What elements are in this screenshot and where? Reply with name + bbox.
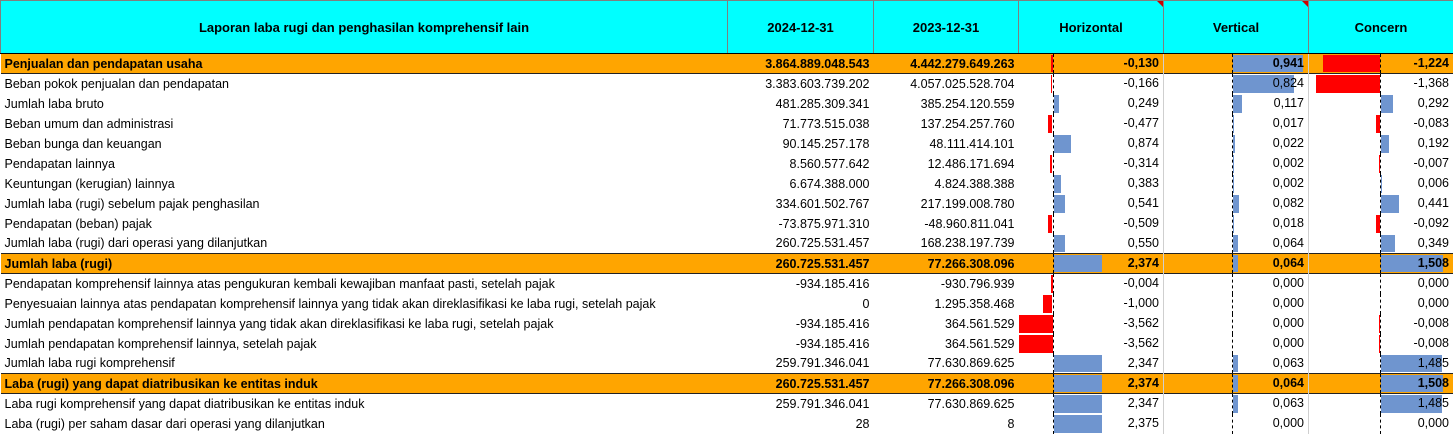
positive-bar: [1233, 115, 1234, 133]
concern-cell-value: 0,000: [1417, 276, 1449, 290]
header-horizontal[interactable]: [1019, 1, 1164, 54]
table-row: [1, 294, 1453, 314]
bar-axis: [1380, 334, 1381, 354]
value-2023[interactable]: 12.486.171.694: [927, 156, 1015, 171]
bar-axis: [1380, 214, 1381, 234]
row-label[interactable]: Jumlah pendapatan komprehensif lainnya yang tidak akan direklasifikasi ke laba rugi, setelah pajak: [4, 316, 554, 331]
concern-cell-value: -0,008: [1413, 315, 1449, 330]
horizontal-cell-value: -0,314: [1123, 155, 1159, 170]
table-row: [1, 174, 1453, 194]
concern-cell-value: 0,000: [1417, 415, 1449, 430]
negative-bar: [1051, 275, 1053, 293]
bar-axis: [1232, 294, 1233, 314]
concern-cell[interactable]: [1309, 254, 1453, 274]
positive-bar: [1233, 255, 1238, 272]
table-row: [1, 414, 1453, 434]
concern-cell[interactable]: [1309, 314, 1453, 334]
table-row: [1, 194, 1453, 214]
concern-cell-value: 1,485: [1417, 396, 1449, 410]
positive-bar: [1233, 195, 1239, 213]
vertical-cell[interactable]: [1164, 334, 1309, 354]
horizontal-cell[interactable]: [1019, 214, 1164, 234]
concern-cell[interactable]: [1309, 394, 1453, 414]
value-2023[interactable]: -48.960.811.041: [924, 216, 1015, 231]
concern-cell[interactable]: [1309, 194, 1453, 214]
value-2024[interactable]: 28: [855, 416, 870, 431]
value-2024[interactable]: 259.791.346.041: [775, 356, 870, 371]
row-label[interactable]: Jumlah pendapatan komprehensif lainnya, setelah pajak: [4, 336, 317, 351]
concern-cell-value: -0,007: [1413, 155, 1449, 170]
value-2024[interactable]: 334.601.502.767: [775, 196, 870, 211]
row-label[interactable]: Penjualan dan pendapatan usaha: [1, 54, 728, 74]
value-2024[interactable]: 6.674.388.000: [789, 176, 870, 191]
bar-axis: [1232, 414, 1233, 434]
comment-indicator-icon: [1302, 1, 1308, 7]
negative-bar: [1376, 215, 1380, 233]
row-label[interactable]: Laba rugi komprehensif yang dapat diatribusikan ke entitas induk: [4, 396, 365, 411]
horizontal-cell-value: -0,477: [1123, 115, 1159, 130]
concern-cell[interactable]: [1309, 234, 1453, 254]
vertical-cell-value: 0,000: [1272, 276, 1304, 290]
comment-indicator-icon: [1157, 1, 1163, 7]
concern-cell-value: -0,083: [1413, 115, 1449, 130]
value-2024[interactable]: 481.285.309.341: [775, 96, 870, 111]
positive-bar: [1233, 395, 1238, 413]
positive-bar: [1054, 395, 1102, 413]
horizontal-cell[interactable]: [1019, 234, 1164, 254]
vertical-cell-value: 0,064: [1272, 235, 1304, 250]
bar-axis: [1380, 114, 1381, 134]
concern-cell[interactable]: [1309, 174, 1453, 194]
negative-bar: [1379, 315, 1381, 333]
negative-bar: [1050, 155, 1053, 173]
bar-axis: [1053, 54, 1054, 73]
table-row: [1, 94, 1453, 114]
horizontal-cell[interactable]: [1019, 334, 1164, 354]
concern-cell[interactable]: [1309, 114, 1453, 134]
horizontal-cell-value: 2,347: [1127, 396, 1159, 410]
table-row: [1, 214, 1453, 234]
concern-cell-value: -1,224: [1413, 56, 1449, 70]
vertical-cell-value: 0,002: [1272, 175, 1304, 190]
vertical-cell[interactable]: [1164, 294, 1309, 314]
header-concern[interactable]: Concern: [1309, 1, 1453, 54]
positive-bar: [1381, 235, 1395, 253]
vertical-cell[interactable]: [1164, 174, 1309, 194]
bar-axis: [1053, 334, 1054, 354]
value-2023[interactable]: 1.295.358.468: [934, 296, 1015, 311]
positive-bar: [1054, 135, 1072, 153]
concern-cell-value: 1,508: [1417, 376, 1449, 390]
horizontal-cell-value: 0,550: [1127, 235, 1159, 250]
value-2023[interactable]: 4.442.279.649.263: [874, 54, 1019, 74]
vertical-cell-value: 0,064: [1272, 256, 1304, 270]
table-row: [1, 394, 1453, 414]
concern-cell-value: 0,192: [1417, 135, 1449, 150]
bar-axis: [1380, 274, 1381, 294]
vertical-cell[interactable]: [1164, 394, 1309, 414]
negative-bar: [1043, 295, 1053, 313]
table-row: [1, 54, 1453, 74]
horizontal-cell[interactable]: [1019, 114, 1164, 134]
table-row: [1, 154, 1453, 174]
bar-axis: [1053, 114, 1054, 134]
horizontal-cell-value: -0,130: [1123, 56, 1159, 70]
horizontal-cell-value: -0,004: [1123, 276, 1159, 290]
concern-cell[interactable]: [1309, 414, 1453, 434]
negative-bar: [1379, 155, 1381, 173]
positive-bar: [1054, 95, 1059, 113]
row-label[interactable]: Keuntungan (kerugian) lainnya: [4, 176, 175, 191]
horizontal-cell[interactable]: [1019, 314, 1164, 334]
value-2023[interactable]: 48.111.414.101: [929, 136, 1015, 151]
table-body: [1, 54, 1453, 434]
header-title[interactable]: Laporan laba rugi dan penghasilan komprehensif lain: [1, 1, 728, 54]
row-label[interactable]: Beban umum dan administrasi: [4, 116, 174, 131]
table-row: [1, 274, 1453, 294]
horizontal-cell[interactable]: [1019, 134, 1164, 154]
value-2023[interactable]: -930.796.939: [940, 276, 1015, 291]
positive-bar: [1381, 135, 1389, 153]
positive-bar: [1233, 235, 1238, 253]
concern-cell[interactable]: [1309, 294, 1453, 314]
horizontal-cell-value: -1,000: [1123, 295, 1159, 310]
table-row: [1, 234, 1453, 254]
positive-bar: [1233, 175, 1234, 193]
row-label[interactable]: Beban bunga dan keuangan: [4, 136, 162, 151]
concern-cell-value: 0,441: [1417, 195, 1449, 210]
horizontal-cell-value: -3,562: [1123, 315, 1159, 330]
positive-bar: [1233, 215, 1234, 233]
concern-cell[interactable]: [1309, 274, 1453, 294]
vertical-cell[interactable]: [1164, 354, 1309, 374]
value-2024[interactable]: 3.864.889.048.543: [728, 54, 874, 74]
table-row: [1, 74, 1453, 94]
horizontal-cell[interactable]: [1019, 254, 1164, 274]
value-2023[interactable]: 77.266.308.096: [874, 374, 1019, 394]
positive-bar: [1233, 95, 1242, 113]
value-2023[interactable]: 137.254.257.760: [920, 116, 1015, 131]
value-2024[interactable]: -934.185.416: [795, 316, 870, 331]
table-row: [1, 374, 1453, 394]
row-label[interactable]: Pendapatan komprehensif lainnya atas pengukuran kembali kewajiban manfaat pasti, setelah pajak: [4, 276, 555, 291]
table-row: [1, 254, 1453, 274]
row-label[interactable]: Jumlah laba bruto: [4, 96, 104, 111]
positive-bar: [1233, 375, 1238, 392]
table-row: [1, 114, 1453, 134]
value-2023[interactable]: 364.561.529: [944, 316, 1015, 331]
negative-bar: [1379, 335, 1381, 353]
value-2024[interactable]: -934.185.416: [795, 336, 870, 351]
header-row: [1, 1, 1453, 54]
value-2024[interactable]: 8.560.577.642: [789, 156, 870, 171]
value-2024[interactable]: 0: [862, 296, 870, 311]
row-label[interactable]: Penyesuaian lainnya atas pendapatan komprehensif lainnya yang tidak akan direklasifikasi ke laba rugi, setelah pajak: [4, 296, 656, 311]
value-2023[interactable]: 8: [1007, 416, 1015, 431]
bar-axis: [1232, 334, 1233, 354]
concern-cell-value: -0,008: [1413, 335, 1449, 350]
concern-cell[interactable]: [1309, 154, 1453, 174]
horizontal-cell-value: -0,166: [1123, 76, 1159, 90]
concern-cell[interactable]: [1309, 134, 1453, 154]
negative-bar: [1051, 75, 1053, 93]
row-label[interactable]: Laba (rugi) yang dapat diatribusikan ke entitas induk: [1, 374, 728, 394]
concern-cell-value: -1,368: [1413, 76, 1449, 90]
bar-axis: [1232, 274, 1233, 294]
vertical-cell[interactable]: [1164, 74, 1309, 94]
value-2024[interactable]: 259.791.346.041: [775, 396, 870, 411]
vertical-cell-value: 0,000: [1272, 295, 1304, 310]
value-2023[interactable]: 168.238.197.739: [920, 236, 1015, 251]
header-horizontal-label: Horizontal: [1059, 19, 1123, 35]
vertical-cell[interactable]: [1164, 414, 1309, 434]
bar-axis: [1380, 314, 1381, 334]
horizontal-cell[interactable]: [1019, 54, 1164, 74]
bar-axis: [1380, 294, 1381, 314]
horizontal-cell[interactable]: [1019, 74, 1164, 94]
bar-axis: [1053, 314, 1054, 334]
concern-cell[interactable]: [1309, 54, 1453, 74]
positive-bar: [1381, 175, 1382, 193]
horizontal-cell-value: 2,374: [1127, 376, 1159, 390]
vertical-cell-value: 0,022: [1272, 135, 1304, 150]
positive-bar: [1054, 375, 1103, 392]
positive-bar: [1054, 355, 1102, 373]
value-2023[interactable]: 217.199.008.780: [920, 196, 1015, 211]
horizontal-cell-value: -3,562: [1123, 335, 1159, 350]
positive-bar: [1233, 135, 1235, 153]
bar-axis: [1053, 274, 1054, 294]
negative-bar: [1323, 55, 1380, 72]
vertical-cell[interactable]: [1164, 94, 1309, 114]
vertical-cell-value: 0,002: [1272, 155, 1304, 170]
row-label[interactable]: Pendapatan lainnya: [4, 156, 116, 171]
value-2024[interactable]: 260.725.531.457: [728, 254, 874, 274]
value-2023[interactable]: 77.630.869.625: [927, 396, 1015, 411]
concern-cell-value: -0,092: [1413, 215, 1449, 230]
row-label[interactable]: Jumlah laba (rugi) dari operasi yang dilanjutkan: [4, 236, 268, 251]
positive-bar: [1381, 95, 1393, 113]
vertical-cell-value: 0,063: [1272, 355, 1304, 370]
value-2024[interactable]: 260.725.531.457: [728, 374, 874, 394]
horizontal-cell-value: 2,347: [1127, 355, 1159, 370]
horizontal-cell[interactable]: [1019, 294, 1164, 314]
horizontal-cell[interactable]: [1019, 94, 1164, 114]
vertical-cell-value: 0,824: [1272, 76, 1304, 90]
horizontal-cell[interactable]: [1019, 414, 1164, 434]
vertical-cell-value: 0,117: [1273, 95, 1304, 110]
vertical-cell[interactable]: [1164, 234, 1309, 254]
concern-cell-value: 0,292: [1417, 95, 1449, 110]
bar-axis: [1380, 154, 1381, 174]
vertical-cell-value: 0,017: [1272, 115, 1304, 130]
value-2024[interactable]: 3.383.603.739.202: [765, 76, 870, 91]
negative-bar: [1376, 115, 1380, 133]
row-label[interactable]: Laba (rugi) per saham dasar dari operasi yang dilanjutkan: [4, 416, 325, 431]
positive-bar: [1054, 175, 1062, 193]
horizontal-cell[interactable]: [1019, 374, 1164, 394]
value-2023[interactable]: 364.561.529: [944, 336, 1015, 351]
value-2024[interactable]: -934.185.416: [795, 276, 870, 291]
negative-bar: [1051, 55, 1053, 72]
bar-axis: [1053, 74, 1054, 94]
vertical-cell[interactable]: [1164, 374, 1309, 394]
value-2024[interactable]: 71.773.515.038: [782, 116, 870, 131]
horizontal-cell[interactable]: [1019, 354, 1164, 374]
vertical-cell-value: 0,000: [1272, 315, 1304, 330]
vertical-cell[interactable]: [1164, 154, 1309, 174]
vertical-cell-value: 0,063: [1272, 396, 1304, 410]
concern-cell[interactable]: [1309, 374, 1453, 394]
value-2023[interactable]: 77.630.869.625: [927, 356, 1015, 371]
value-2023[interactable]: 4.057.025.528.704: [910, 76, 1015, 91]
header-2024[interactable]: 2024-12-31: [728, 1, 874, 54]
value-2023[interactable]: 385.254.120.559: [920, 96, 1015, 111]
positive-bar: [1233, 155, 1234, 173]
horizontal-cell[interactable]: [1019, 174, 1164, 194]
vertical-cell-value: 0,064: [1272, 376, 1304, 390]
header-vertical-label: Vertical: [1212, 19, 1260, 35]
table-row: [1, 134, 1453, 154]
row-label[interactable]: Jumlah laba (rugi): [1, 254, 728, 274]
bar-axis: [1053, 294, 1054, 314]
horizontal-cell-value: 0,249: [1127, 95, 1159, 110]
table-row: [1, 314, 1453, 334]
horizontal-cell-value: 2,374: [1127, 256, 1159, 270]
concern-cell-value: 1,508: [1417, 256, 1449, 270]
horizontal-cell[interactable]: [1019, 394, 1164, 414]
vertical-cell[interactable]: [1164, 134, 1309, 154]
vertical-cell[interactable]: [1164, 214, 1309, 234]
positive-bar: [1054, 255, 1103, 272]
bar-axis: [1232, 314, 1233, 334]
vertical-cell[interactable]: [1164, 314, 1309, 334]
table-row: [1, 354, 1453, 374]
vertical-cell-value: 0,000: [1272, 415, 1304, 430]
vertical-cell[interactable]: [1164, 54, 1309, 74]
positive-bar: [1054, 235, 1065, 253]
bar-axis: [1053, 154, 1054, 174]
row-label[interactable]: Pendapatan (beban) pajak: [4, 216, 152, 231]
concern-cell-value: 0,000: [1417, 295, 1449, 310]
positive-bar: [1233, 355, 1238, 373]
horizontal-cell-value: 0,383: [1127, 175, 1159, 190]
vertical-cell[interactable]: [1164, 254, 1309, 274]
positive-bar: [1054, 195, 1065, 213]
vertical-cell-value: 0,082: [1272, 195, 1304, 210]
row-label[interactable]: Jumlah laba (rugi) sebelum pajak penghasilan: [4, 196, 260, 211]
value-2024[interactable]: 90.145.257.178: [782, 136, 870, 151]
negative-bar: [1316, 75, 1380, 93]
negative-bar: [1019, 315, 1053, 333]
row-label[interactable]: Jumlah laba rugi komprehensif: [4, 356, 175, 371]
negative-bar: [1048, 215, 1053, 233]
value-2024[interactable]: 260.725.531.457: [775, 236, 870, 251]
concern-cell[interactable]: [1309, 74, 1453, 94]
concern-cell[interactable]: [1309, 334, 1453, 354]
value-2024[interactable]: -73.875.971.310: [778, 216, 870, 231]
header-2023[interactable]: 2023-12-31: [874, 1, 1019, 54]
vertical-cell[interactable]: [1164, 114, 1309, 134]
value-2023[interactable]: 4.824.388.388: [934, 176, 1015, 191]
vertical-cell-value: 0,941: [1272, 56, 1304, 70]
header-vertical[interactable]: [1164, 1, 1309, 54]
horizontal-cell[interactable]: [1019, 154, 1164, 174]
concern-cell[interactable]: [1309, 214, 1453, 234]
bar-axis: [1053, 214, 1054, 234]
value-2023[interactable]: 77.266.308.096: [874, 254, 1019, 274]
negative-bar: [1019, 335, 1053, 353]
concern-cell[interactable]: [1309, 354, 1453, 374]
positive-bar: [1381, 195, 1399, 213]
bar-axis: [1380, 54, 1381, 73]
concern-cell-value: 0,006: [1417, 175, 1449, 190]
horizontal-cell-value: -0,509: [1123, 215, 1159, 230]
horizontal-cell[interactable]: [1019, 274, 1164, 294]
bar-axis: [1380, 74, 1381, 94]
vertical-cell[interactable]: [1164, 194, 1309, 214]
concern-cell-value: 1,485: [1417, 355, 1449, 370]
horizontal-cell-value: 2,375: [1127, 415, 1159, 430]
positive-bar: [1054, 415, 1103, 433]
bar-axis: [1380, 414, 1381, 434]
horizontal-cell[interactable]: [1019, 194, 1164, 214]
concern-cell[interactable]: [1309, 94, 1453, 114]
row-label[interactable]: Beban pokok penjualan dan pendapatan: [4, 76, 230, 91]
horizontal-cell-value: 0,541: [1127, 195, 1159, 210]
vertical-cell-value: 0,018: [1272, 215, 1304, 230]
concern-cell-value: 0,349: [1417, 235, 1449, 250]
negative-bar: [1048, 115, 1053, 133]
horizontal-cell-value: 0,874: [1127, 135, 1159, 150]
table-row: [1, 334, 1453, 354]
vertical-cell-value: 0,000: [1272, 335, 1304, 350]
vertical-cell[interactable]: [1164, 274, 1309, 294]
